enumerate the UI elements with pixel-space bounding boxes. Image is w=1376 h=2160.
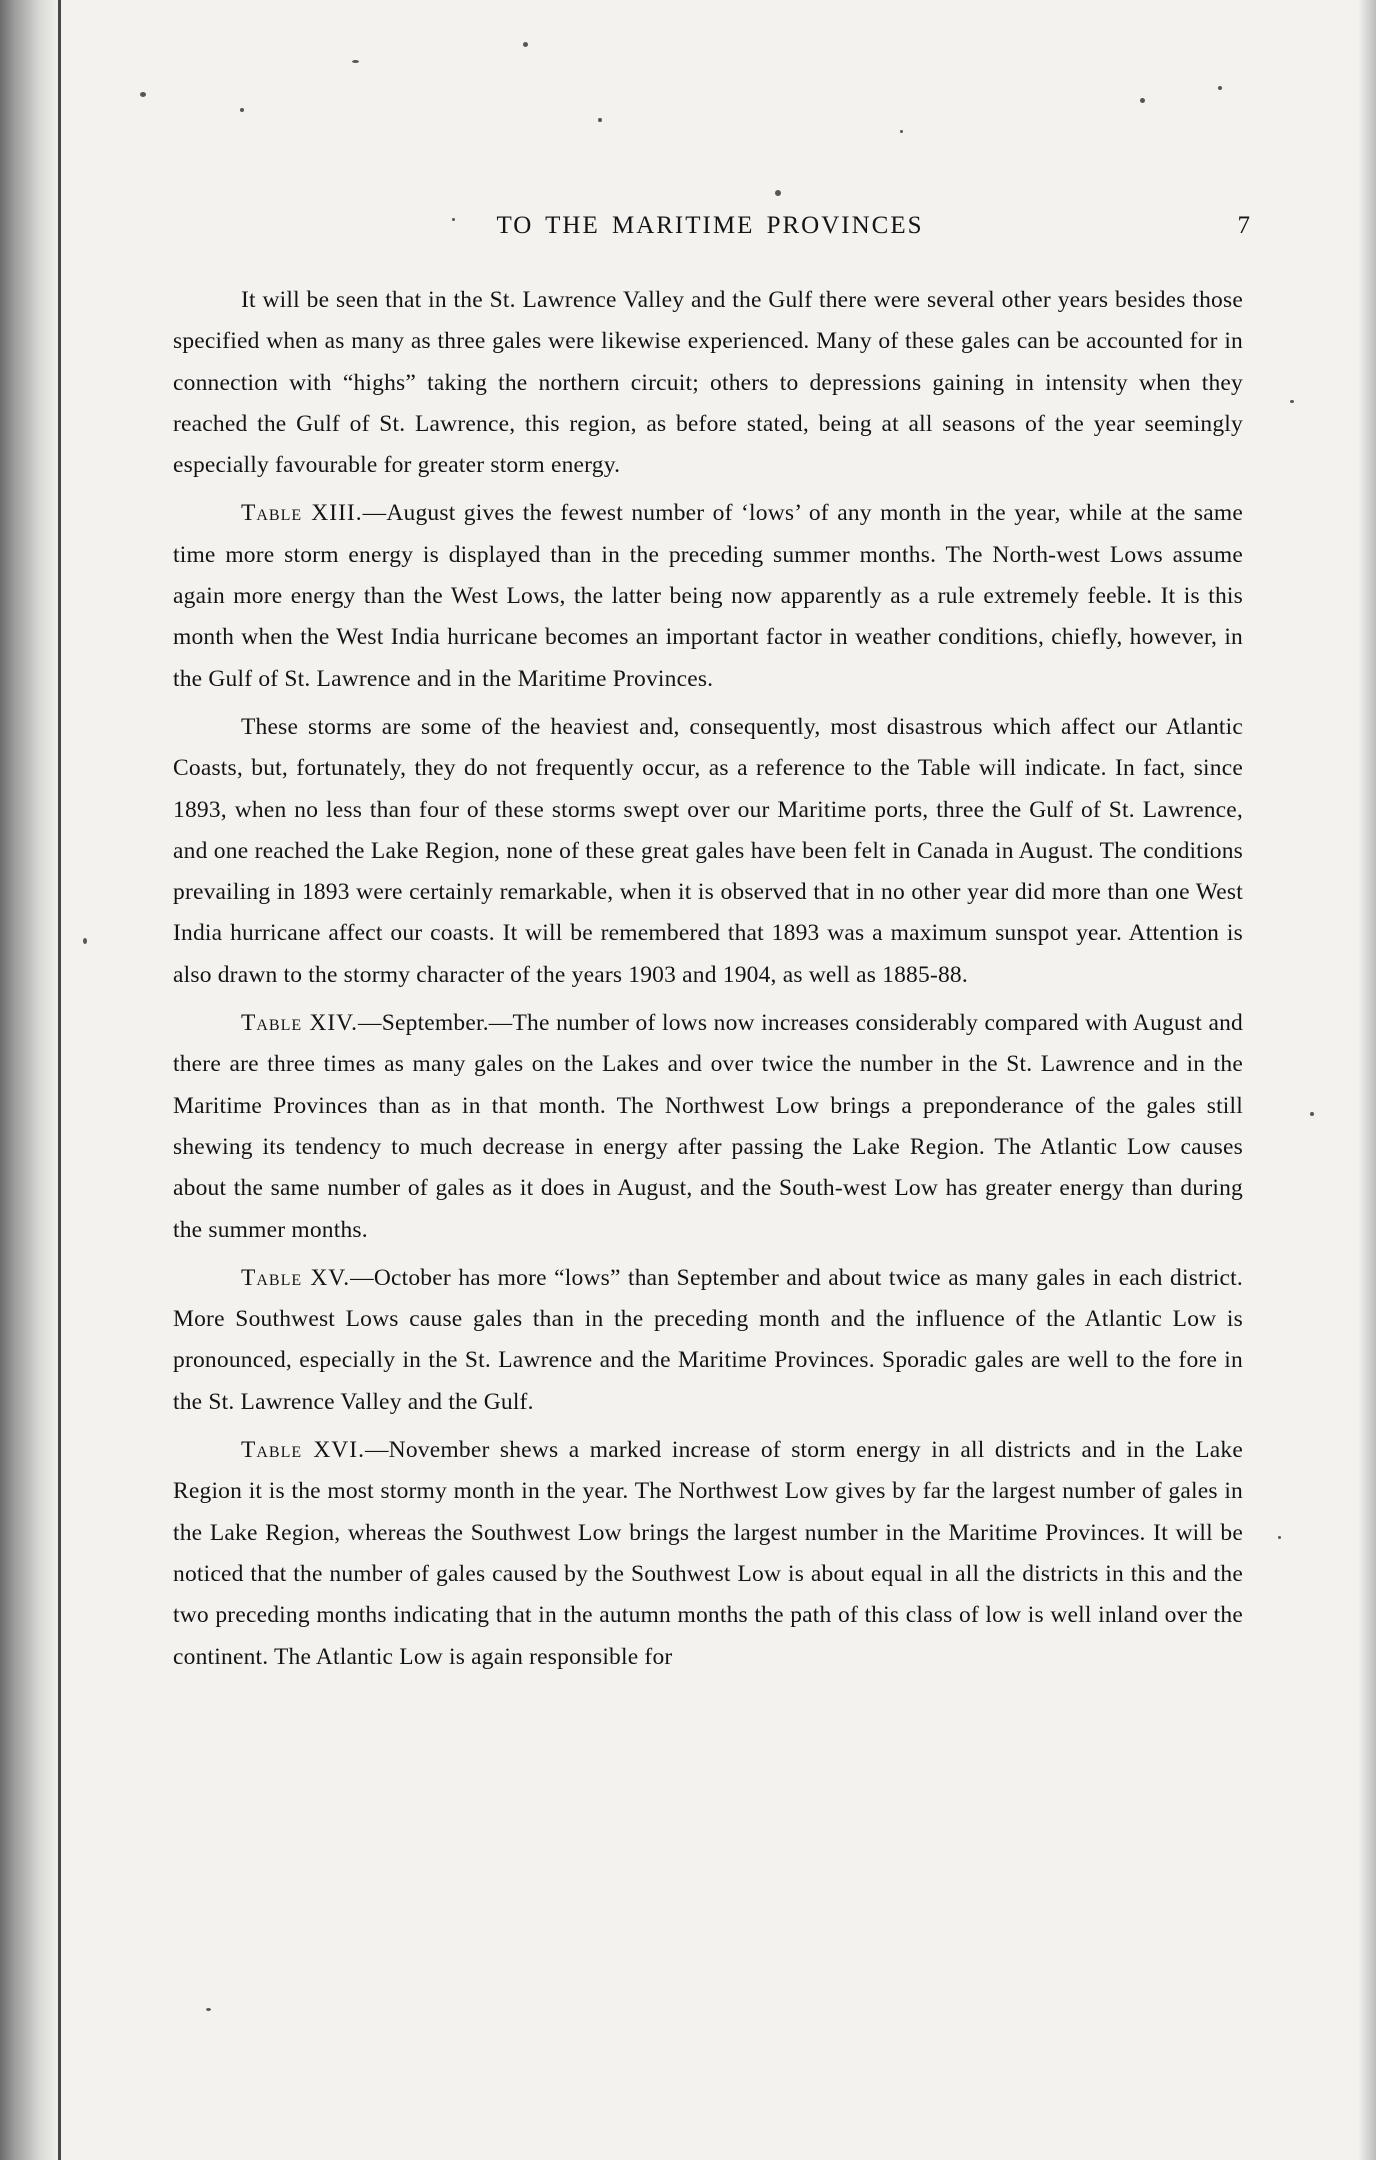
page-edge-shadow — [1358, 0, 1376, 2160]
scan-speck — [1140, 98, 1145, 103]
paragraph-lead: Table XIII. — [241, 500, 363, 527]
paragraph — [173, 1003, 1243, 1251]
paragraph — [173, 280, 1243, 486]
scan-speck — [1310, 1112, 1314, 1116]
paragraph — [173, 493, 1243, 699]
scan-speck — [1218, 86, 1222, 90]
paragraph — [173, 1258, 1243, 1423]
scan-speck — [598, 118, 602, 122]
paragraph-lead: Table XV. — [241, 1264, 351, 1291]
page-binding-line — [58, 0, 61, 2160]
scan-speck — [206, 2008, 211, 2011]
scan-speck — [140, 92, 146, 97]
paragraph — [173, 707, 1243, 996]
paragraph-text: —November shews a marked increase of storm energy in all districts and in the Lake Region it is the most stormy month in the year. The Northwest Low gives by far the largest number of gales in the Lake Region, whereas the Southwest Low brings the largest number in the Maritime Provinces. It will be noticed that the number of gales caused by the Southwest Low is about equal in all the districts in this and the two preceding months indicating that in the autumn months the path of this class of low is well inland over the continent. The Atlantic Low is again responsible for — [173, 1437, 1243, 1670]
body-text — [173, 280, 1243, 1685]
paragraph-text: It will be seen that in the St. Lawrence Valley and the Gulf there were several other years besides those specified when as many as three gales were likewise experienced. Many of these gales can be accounted for in connection with “highs” taking the northern circuit; others to depressions gaining in intensity when they reached the Gulf of St. Lawrence, this region, as before stated, being at all seasons of the year seemingly especially favourable for greater storm energy. — [173, 287, 1243, 479]
paragraph-text: —October has more “lows” than September and about twice as many gales in each district. More Southwest Lows cause gales than in the preceding month and the influence of the Atlantic Low is pronounced, especially in the St. Lawrence and the Maritime Provinces. Sporadic gales are well to the fore in the St. Lawrence Valley and the Gulf. — [173, 1264, 1243, 1415]
paragraph-text: —August gives the fewest number of ‘lows’ of any month in the year, while at the same time more storm energy is displayed than in the preceding summer months. The North-west Lows assume again more energy than the West Lows, the latter being now apparently as a rule extremely feeble. It is this month when the West India hurricane becomes an important factor in weather conditions, chiefly, however, in the Gulf of St. Lawrence and in the Maritime Provinces. — [173, 500, 1244, 692]
scan-speck — [240, 108, 244, 112]
scan-speck — [775, 190, 781, 196]
paragraph-text: These storms are some of the heaviest and, consequently, most disastrous which affect our Atlantic Coasts, but, fortunately, they do not frequently occur, as a reference to the Table will indicate. In fact, since 1893, when no less than four of these storms swept over our Maritime ports, three the Gulf of St. Lawrence, and one reached the Lake Region, none of these great gales have been felt in Canada in August. The conditions prevailing in 1893 were certainly remarkable, when it is observed that in no other year did more than one West India hurricane affect our coasts. It will be remembered that 1893 was a maximum sunspot year. Attention is also drawn to the stormy character of the years 1903 and 1904, as well as 1885-88. — [173, 713, 1243, 988]
running-head: TO THE MARITIME PROVINCES — [496, 212, 924, 239]
scan-speck — [900, 130, 903, 133]
page-binding-shadow — [0, 0, 60, 2160]
scan-speck — [83, 938, 87, 944]
scan-speck — [1290, 400, 1294, 403]
paragraph-text: —September.—The number of lows now increases considerably compared with August and there are three times as many gales on the Lakes and over twice the number in the St. Lawrence and in the Maritime Provinces than as in that month. The Northwest Low brings a preponderance of the gales still shewing its tendency to much decrease in energy after passing the Lake Region. The Atlantic Low causes about the same number of gales as it does in August, and the South-west Low has greater energy than during the summer months. — [173, 1010, 1243, 1243]
scan-speck — [352, 60, 359, 63]
page-header — [170, 212, 1250, 252]
paragraph-lead: Table XVI. — [241, 1437, 365, 1464]
paragraph-lead: Table XIV. — [241, 1010, 359, 1037]
page-number: 7 — [1237, 212, 1250, 239]
scan-speck — [1278, 1536, 1281, 1539]
paragraph — [173, 1430, 1243, 1678]
scan-speck — [523, 42, 528, 47]
